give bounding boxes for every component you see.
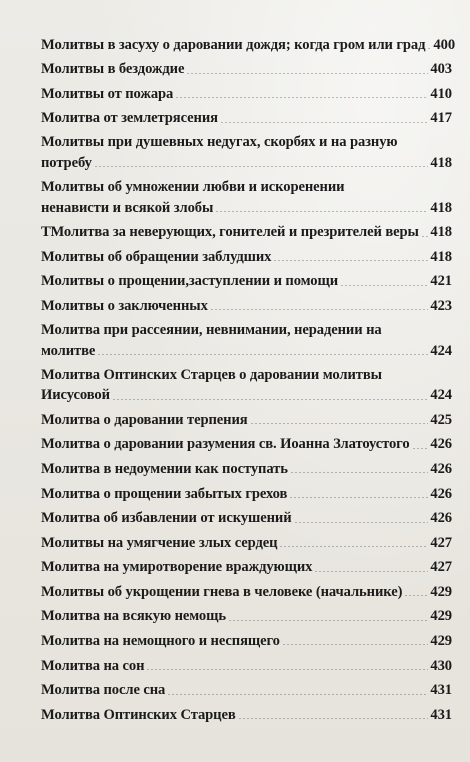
toc-entry-row [41,246,452,267]
toc-entry-row [41,152,452,173]
toc-entry-row [41,557,452,578]
toc-entry [41,532,452,553]
toc-entry-row [41,434,452,455]
toc-entry-row [41,409,452,430]
toc-entry-title: Молитвы о заключенных [41,297,208,314]
dot-leader [238,704,429,719]
toc-entry-row [41,508,452,529]
toc-entry-row [41,108,452,129]
toc-entry-title: Молитва об избавлении от искушений [41,510,292,527]
toc-page-number: 426 [430,460,452,477]
toc-page-number: 418 [430,154,452,171]
toc-entry-row [41,606,452,627]
dot-leader [279,532,428,547]
toc-entry-row [41,458,452,479]
toc-page-number: 427 [430,534,452,551]
dot-leader [294,508,429,523]
dot-leader [210,295,429,310]
toc-entry-title: Молитва в недоумении как поступать [41,460,288,477]
toc-entry-row [41,222,452,243]
dot-leader [273,246,428,261]
toc-page-number: 425 [430,411,452,428]
toc-entry-title: Молитвы в засуху о даровании дождя; когда гром или град [41,36,426,53]
dot-leader [282,630,429,645]
dot-leader [94,152,429,167]
dot-leader [340,271,428,286]
toc-entry-title: Молитвы о прощении,заступлении и помощи [41,273,339,290]
toc-entry [41,655,452,676]
toc-entry-row [41,59,452,80]
toc-entry-title: Молитвы об укрощении гнева в человеке (начальнике) [41,583,403,600]
toc-entry-row [41,295,452,316]
dot-leader [215,197,428,212]
toc-entry [41,581,452,602]
toc-entry-title: Молитва на сон [41,657,145,674]
toc-entry-row [41,704,452,725]
toc-entry [41,557,452,578]
dot-leader [112,385,429,400]
toc-entry [41,365,452,406]
toc-entry-title: Молитва на немощного и неспящего [41,633,280,650]
toc-page-number: 418 [430,248,452,265]
toc-entry [41,409,452,430]
toc-page-number: 426 [430,436,452,453]
toc-entry-row [41,197,452,218]
toc-page-number: 423 [430,297,452,314]
dot-leader [228,606,428,621]
toc-entry [41,458,452,479]
dot-leader [220,108,428,123]
toc-entry-title: Молитва на всякую немощь [41,608,226,625]
dot-leader [427,34,431,49]
dot-leader [404,581,428,596]
toc-page-number: 418 [430,224,452,241]
toc-entry-row [41,271,452,292]
toc-entry-row [41,340,452,361]
table-of-contents [41,34,456,725]
toc-page-number: 417 [430,110,452,127]
toc-entry-title: Молитва после сна [41,682,166,699]
toc-entry-title: Молитва о прощении забытых грехов [41,485,288,502]
toc-entry [41,34,456,55]
toc-entry-title: потребу [41,154,92,171]
dot-leader [146,655,428,670]
toc-page-number: 426 [430,485,452,502]
toc-entry-title: молитве [41,342,96,359]
toc-entry [41,434,452,455]
toc-entry-row [41,680,452,701]
toc-entry-row [41,83,452,104]
dot-leader [412,434,429,449]
toc-entry [41,320,452,361]
dot-leader [186,59,428,74]
toc-entry-title: Молитва о даровании терпения [41,411,248,428]
toc-entry-title: Молитвы на умягчение злых сердец [41,534,278,551]
toc-entry [41,246,452,267]
dot-leader [421,222,429,237]
toc-entry-row [41,581,452,602]
toc-entry [41,108,452,129]
toc-entry [41,606,452,627]
toc-page-number: 424 [430,387,452,404]
toc-page-number: 410 [430,85,452,102]
toc-entry [41,508,452,529]
toc-entry-title: Молитва на умиротворение враждующих [41,559,313,576]
toc-entry-row [41,385,452,406]
dot-leader [97,340,428,355]
toc-entry [41,222,452,243]
toc-entry-title: Молитвы от пожара [41,85,174,102]
dot-leader [290,458,429,473]
toc-entry-row [41,532,452,553]
toc-entry-title: ненависти и всякой злобы [41,199,214,216]
toc-entry [41,132,452,173]
toc-entry [41,630,452,651]
toc-page-number: 400 [433,36,456,53]
toc-page-number: 430 [430,657,452,674]
toc-page-number: 431 [430,682,452,699]
toc-page-number: 426 [430,510,452,527]
toc-page-number: 427 [430,559,452,576]
toc-entry [41,483,452,504]
toc-entry [41,177,452,218]
toc-entry [41,59,452,80]
toc-entry-row [41,483,452,504]
toc-entry-title-line: Молитва Оптинских Старцев о даровании молитвы [41,366,382,383]
dot-leader [167,680,428,695]
toc-entry-title-line: Молитва при рассеянии, невнимании, нерадении на [41,321,382,338]
toc-entry-title: ТМолитва за неверующих, гонителей и презрителей веры [41,224,419,241]
toc-entry [41,680,452,701]
toc-page-number: 418 [430,199,452,216]
toc-page-number: 421 [430,273,452,290]
toc-entry [41,704,452,725]
toc-entry-row [41,655,452,676]
toc-entry [41,83,452,104]
toc-entry [41,271,452,292]
toc-page-number: 429 [430,583,452,600]
toc-entry-title: Молитвы об обращении заблудших [41,248,272,265]
toc-entry-title-line: Молитвы об умножении любви и искоренении [41,178,345,195]
toc-entry-title: Молитва от землетрясения [41,110,218,127]
dot-leader [314,557,428,572]
dot-leader [175,83,428,98]
toc-entry-title: Иисусовой [41,387,110,404]
toc-entry [41,295,452,316]
toc-page-number: 424 [430,342,452,359]
toc-page-number: 403 [430,61,452,78]
toc-entry-title: Молитва Оптинских Старцев [41,706,236,723]
toc-entry-title: Молитвы в бездождие [41,61,185,78]
toc-entry-row [41,630,452,651]
toc-page-number: 429 [430,633,452,650]
toc-page-number: 431 [430,706,452,723]
dot-leader [289,483,428,498]
toc-entry-row [41,34,456,55]
toc-page-number: 429 [430,608,452,625]
toc-entry-title-line: Молитвы при душевных недугах, скорбях и на разную [41,134,398,151]
toc-entry-title: Молитва о даровании разумения св. Иоанна Златоустого [41,436,410,453]
dot-leader [250,409,429,424]
